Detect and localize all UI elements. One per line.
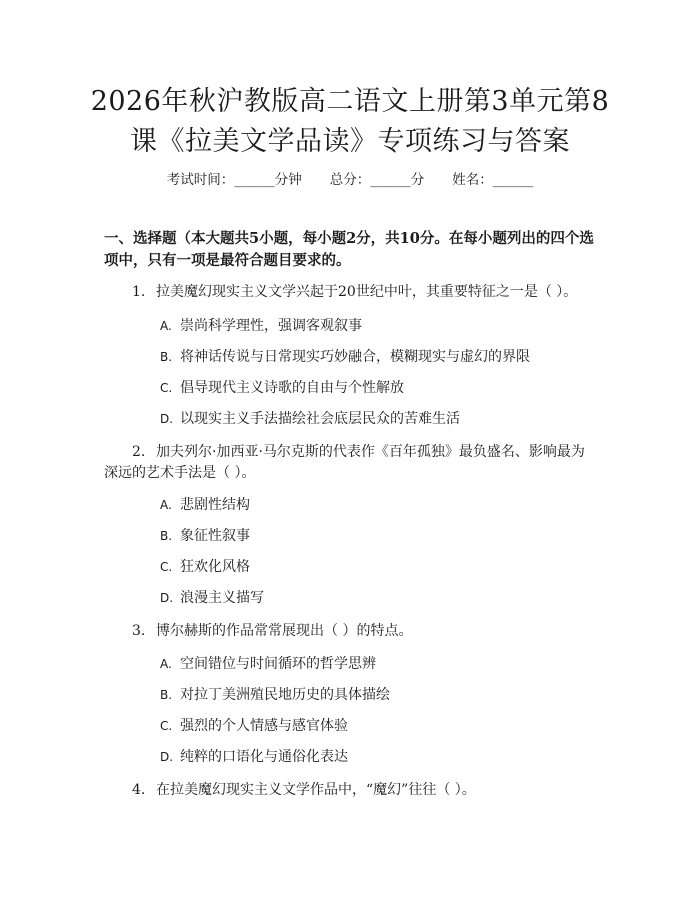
option-letter: D. <box>160 591 174 605</box>
option-1d <box>160 409 460 429</box>
exam-info-row <box>0 168 700 188</box>
option-2a <box>160 495 250 515</box>
option-3a <box>160 654 376 674</box>
question-3 <box>132 621 612 641</box>
question-number: 3. <box>132 623 146 639</box>
option-letter: D. <box>160 412 174 426</box>
document-title <box>60 82 640 162</box>
option-2c <box>160 557 250 577</box>
option-text: 浪漫主义描写 <box>180 590 264 606</box>
option-letter: D. <box>160 750 174 764</box>
question-number: 4. <box>132 782 146 798</box>
option-text: 悲剧性结构 <box>180 497 250 513</box>
option-1c <box>160 378 404 398</box>
exam-time-unit: 分钟 <box>274 172 302 188</box>
option-text: 将神话传说与日常现实巧妙融合，模糊现实与虚幻的界限 <box>180 349 530 365</box>
option-3b <box>160 685 390 705</box>
option-text: 空间错位与时间循环的哲学思辨 <box>180 656 376 672</box>
option-letter: B. <box>160 688 173 702</box>
option-3c <box>160 716 348 736</box>
option-letter: A. <box>160 319 172 333</box>
option-letter: C. <box>160 719 173 733</box>
option-letter: C. <box>160 381 173 395</box>
question-4 <box>132 780 612 800</box>
option-text: 对拉丁美洲殖民地历史的具体描绘 <box>180 687 390 703</box>
question-text: 博尔赫斯的作品常常展现出（ ）的特点。 <box>156 623 413 639</box>
option-letter: A. <box>160 498 172 512</box>
question-number: 2. <box>132 444 146 460</box>
option-letter: A. <box>160 657 172 671</box>
option-text: 象征性叙事 <box>180 528 250 544</box>
option-text: 倡导现代主义诗歌的自由与个性解放 <box>180 380 404 396</box>
question-text-line-1: 加夫列尔·加西亚·马尔克斯的代表作《百年孤独》最负盛名、影响最为 <box>156 444 585 460</box>
exam-time-blank: ______ <box>234 172 275 188</box>
total-score-label: 总分： <box>329 172 371 188</box>
name-label: 姓名： <box>452 172 493 188</box>
option-text: 崇尚科学理性，强调客观叙事 <box>180 318 362 334</box>
section-heading: 一、选择题（本大题共5小题，每小题2分，共10分。在每小题列出的四个选项中，只有一项是最符合题目要求的。 <box>104 230 594 269</box>
name-blank: ______ <box>492 172 534 188</box>
title-line-2: 课《拉美文学品读》专项练习与答案 <box>130 126 570 157</box>
option-2b <box>160 526 250 546</box>
question-2 <box>132 442 612 462</box>
question-text-line-2: 深远的艺术手法是（ ）。 <box>104 465 256 481</box>
exam-time-field <box>167 168 302 188</box>
total-score-unit: 分 <box>410 172 425 188</box>
question-number: 1. <box>132 284 146 300</box>
option-1a <box>160 316 362 336</box>
option-3d <box>160 747 348 767</box>
name-field <box>452 168 533 188</box>
question-1 <box>132 282 612 302</box>
option-letter: C. <box>160 560 173 574</box>
option-text: 强烈的个人情感与感官体验 <box>180 718 348 734</box>
total-score-blank: ______ <box>370 172 411 188</box>
option-letter: B. <box>160 350 173 364</box>
option-text: 狂欢化风格 <box>180 559 250 575</box>
total-score-field <box>330 168 425 188</box>
title-line-1: 2026年秋沪教版高二语文上册第3单元第8 <box>90 86 610 117</box>
exam-time-label: 考试时间： <box>166 172 235 188</box>
option-1b <box>160 347 530 367</box>
option-letter: B. <box>160 529 173 543</box>
option-text: 纯粹的口语化与通俗化表达 <box>180 749 348 765</box>
option-2d <box>160 588 264 608</box>
question-text: 拉美魔幻现实主义文学兴起于20世纪中叶，其重要特征之一是（ ）。 <box>156 284 578 300</box>
option-text: 以现实主义手法描绘社会底层民众的苦难生活 <box>180 411 460 427</box>
question-text: 在拉美魔幻现实主义文学作品中，“魔幻”往往（ ）。 <box>156 782 476 798</box>
question-2-continuation <box>104 463 604 483</box>
